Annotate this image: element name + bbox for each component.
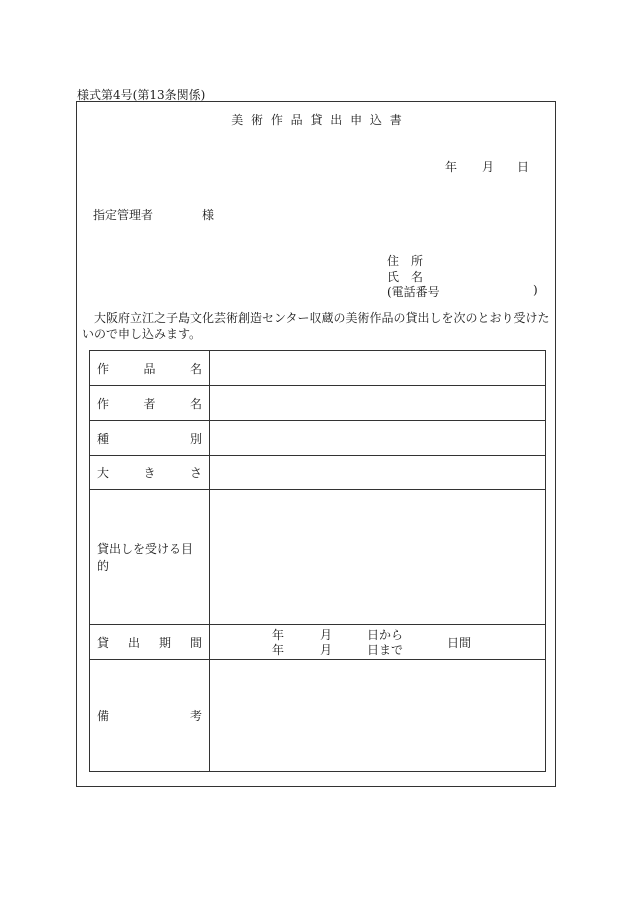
- date-day-label: 日: [517, 160, 530, 174]
- label-char: 間: [189, 635, 202, 650]
- field-category[interactable]: [210, 421, 546, 456]
- intro-line-1: 大阪府立江之子島文化芸術創造センター収蔵の美術作品の貸出しを次のとおり受けた: [94, 311, 550, 325]
- label-char: 作: [97, 361, 110, 376]
- period-days: 日間: [447, 635, 472, 650]
- label-size: [90, 456, 210, 490]
- application-form: [76, 101, 556, 787]
- label-char: 期: [158, 635, 171, 650]
- form-title: 美 術 作 品 貸 出 申 込 書: [231, 113, 403, 127]
- label-char: さ: [189, 466, 202, 480]
- label-text: 貸出しを受ける目的: [97, 542, 194, 573]
- form-number: 様式第4号(第13条関係): [77, 88, 206, 102]
- row-purpose: [90, 490, 546, 625]
- period-until-month: 月: [320, 642, 333, 657]
- label-char: 貸: [97, 635, 110, 650]
- row-loan-period: [90, 625, 546, 660]
- period-from-day: 日から: [367, 627, 404, 642]
- label-char: 備: [97, 709, 110, 723]
- row-category: [90, 421, 546, 456]
- period-until-day: 日まで: [367, 642, 404, 657]
- field-purpose[interactable]: [210, 490, 546, 625]
- period-from-month: 月: [320, 627, 333, 642]
- name-label: 氏 名: [387, 270, 424, 284]
- period-until-year: 年: [272, 642, 285, 657]
- field-artwork-title[interactable]: [210, 351, 546, 386]
- period-from-year: 年: [272, 627, 285, 642]
- label-remarks: [90, 660, 210, 772]
- intro-text: [82, 310, 552, 342]
- label-char: 品: [143, 361, 156, 376]
- phone-close-paren: ): [533, 283, 538, 297]
- label-artwork-title: [90, 351, 210, 386]
- label-char: 種: [97, 431, 110, 446]
- label-char: 名: [189, 396, 202, 411]
- intro-line-2: いので申し込みます。: [82, 327, 202, 341]
- phone-label: (電話番号: [387, 285, 440, 299]
- date-month-label: 月: [482, 160, 495, 174]
- label-purpose: [90, 490, 210, 625]
- label-char: 考: [189, 709, 202, 723]
- label-char: 出: [127, 635, 140, 650]
- field-loan-period[interactable]: [210, 625, 546, 660]
- label-category: [90, 421, 210, 456]
- label-char: 者: [143, 396, 156, 411]
- row-artist-name: [90, 386, 546, 421]
- row-size: [90, 456, 546, 490]
- field-remarks[interactable]: [210, 660, 546, 772]
- row-remarks: [90, 660, 546, 772]
- label-loan-period: [90, 625, 210, 660]
- address-label: 住 所: [387, 254, 424, 268]
- field-artist-name[interactable]: [210, 386, 546, 421]
- date-year-label: 年: [445, 160, 458, 174]
- row-artwork-title: [90, 351, 546, 386]
- label-char: 大: [97, 466, 110, 480]
- label-artist-name: [90, 386, 210, 421]
- label-char: 名: [189, 361, 202, 376]
- label-char: き: [143, 466, 156, 480]
- label-char: 別: [189, 431, 202, 446]
- detail-table: [89, 350, 546, 772]
- addressee-name: 指定管理者: [93, 208, 154, 222]
- label-char: 作: [97, 396, 110, 411]
- addressee-suffix: 様: [202, 208, 215, 222]
- field-size[interactable]: [210, 456, 546, 490]
